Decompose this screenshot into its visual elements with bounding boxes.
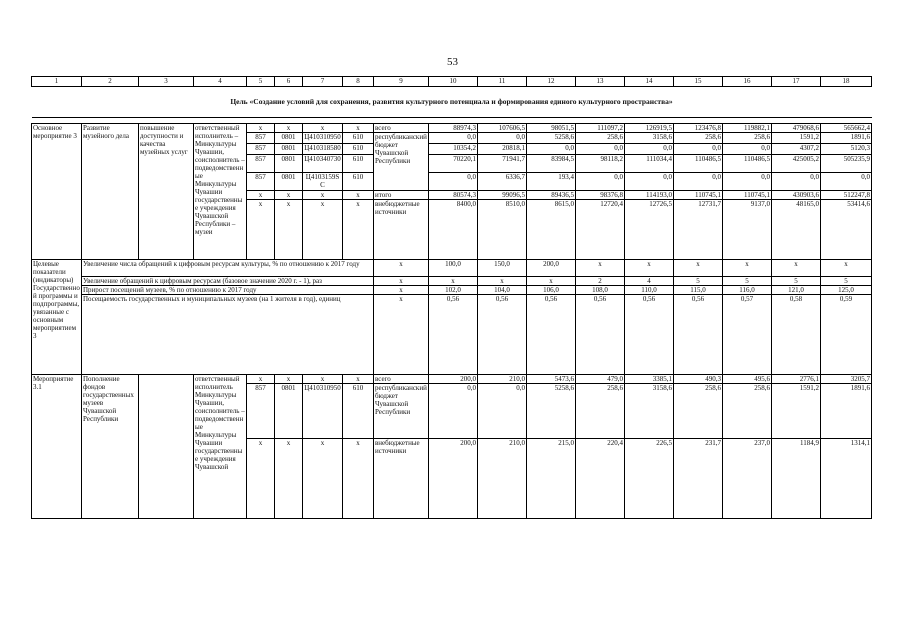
amount-cell: 110745,1 xyxy=(674,191,723,200)
goal-row xyxy=(32,87,872,118)
amount-cell: 126919,5 xyxy=(625,124,674,133)
amount-cell: 70220,1 xyxy=(429,155,478,173)
column-number-cell: 8 xyxy=(343,77,374,87)
amount-cell: 119882,1 xyxy=(723,124,772,133)
amount-cell: 8510,0 xyxy=(478,200,527,260)
indicator-value-cell: 200,0 xyxy=(527,260,576,277)
indicator-value-cell: 5 xyxy=(821,277,872,286)
target-article-cell: х xyxy=(303,200,343,260)
amount-cell: 258,6 xyxy=(674,384,723,439)
indicator-value-cell: 104,0 xyxy=(478,286,527,295)
amount-cell: 258,6 xyxy=(723,384,772,439)
program-table xyxy=(31,76,872,519)
amount-cell: 0,0 xyxy=(772,173,821,191)
amount-cell: 9137,0 xyxy=(723,200,772,260)
grbs-cell: х xyxy=(247,200,275,260)
amount-cell: 80574,3 xyxy=(429,191,478,200)
expense-type-cell: 610 xyxy=(343,144,374,155)
indicators-label-cell: Целевые показатели (индикаторы) Государственной программы и подпрограммы, увязанные с основным мероприятием 3 xyxy=(32,260,82,375)
amount-cell: 99096,5 xyxy=(478,191,527,200)
amount-cell: 0,0 xyxy=(576,173,625,191)
amount-cell: 237,0 xyxy=(723,439,772,519)
section-cell: 0801 xyxy=(275,144,303,155)
target-article-cell: Ц4103159SC xyxy=(303,173,343,191)
amount-cell: 210,0 xyxy=(478,375,527,384)
amount-cell: 0,0 xyxy=(723,173,772,191)
indicator-row xyxy=(32,295,872,375)
indicator-value-cell: 115,0 xyxy=(674,286,723,295)
indicator-value-cell: 5 xyxy=(723,277,772,286)
amount-cell: 1314,1 xyxy=(821,439,872,519)
amount-cell: 12731,7 xyxy=(674,200,723,260)
indicator-x-cell: х xyxy=(374,260,429,277)
section-cell: х xyxy=(275,200,303,260)
amount-cell: 10354,2 xyxy=(429,144,478,155)
amount-cell: 1591,2 xyxy=(772,133,821,144)
indicator-name-cell: Увеличение числа обращений к цифровым ресурсам культуры, % по отношению к 2017 году xyxy=(82,260,374,277)
amount-cell: 200,0 xyxy=(429,439,478,519)
section-cell: 0801 xyxy=(275,133,303,144)
amount-cell: 0,0 xyxy=(576,144,625,155)
amount-cell: 0,0 xyxy=(674,144,723,155)
grbs-cell: 857 xyxy=(247,133,275,144)
column-number-cell: 13 xyxy=(576,77,625,87)
column-number-cell: 14 xyxy=(625,77,674,87)
indicator-value-cell: 0,59 xyxy=(821,295,872,375)
expense-type-cell: х xyxy=(343,191,374,200)
indicator-value-cell: 110,0 xyxy=(625,286,674,295)
amount-cell: 111097,2 xyxy=(576,124,625,133)
amount-cell: 107606,5 xyxy=(478,124,527,133)
executor-cell: ответственный исполнитель Минкультуры Чувашии, соисполнитель – подведомственные Минкультуры Чувашии государственные учреждения Чувашской xyxy=(194,375,247,519)
indicator-value-cell: х xyxy=(478,277,527,286)
column-number-cell: 16 xyxy=(723,77,772,87)
amount-cell: 0,0 xyxy=(478,133,527,144)
funding-source-cell: всего xyxy=(374,375,429,384)
amount-cell: 490,3 xyxy=(674,375,723,384)
column-number-cell: 5 xyxy=(247,77,275,87)
amount-cell: 258,6 xyxy=(576,384,625,439)
indicator-value-cell: 0,56 xyxy=(625,295,674,375)
column-number-cell: 10 xyxy=(429,77,478,87)
amount-cell: 0,0 xyxy=(429,133,478,144)
expense-type-cell: х xyxy=(343,439,374,519)
amount-cell: 2776,1 xyxy=(772,375,821,384)
grbs-cell: х xyxy=(247,375,275,384)
table-body xyxy=(32,77,872,519)
indicator-row xyxy=(32,260,872,277)
indicator-value-cell: х xyxy=(527,277,576,286)
amount-cell: 8615,0 xyxy=(527,200,576,260)
amount-cell: 0,0 xyxy=(723,144,772,155)
amount-cell: 220,4 xyxy=(576,439,625,519)
expense-type-cell: 610 xyxy=(343,133,374,144)
amount-cell: 226,5 xyxy=(625,439,674,519)
amount-cell: 110745,1 xyxy=(723,191,772,200)
column-number-cell: 18 xyxy=(821,77,872,87)
column-number-cell: 9 xyxy=(374,77,429,87)
amount-cell: 110486,5 xyxy=(674,155,723,173)
amount-cell: 0,0 xyxy=(674,173,723,191)
indicator-value-cell: 121,0 xyxy=(772,286,821,295)
indicator-value-cell: х xyxy=(625,260,674,277)
amount-cell: 89436,5 xyxy=(527,191,576,200)
grbs-cell: 857 xyxy=(247,384,275,439)
indicator-value-cell: х xyxy=(429,277,478,286)
amount-cell: 565662,4 xyxy=(821,124,872,133)
amount-cell: 210,0 xyxy=(478,439,527,519)
amount-cell: 5120,3 xyxy=(821,144,872,155)
indicator-value-cell: 2 xyxy=(576,277,625,286)
expense-type-cell: х xyxy=(343,200,374,260)
indicator-value-cell: 150,0 xyxy=(478,260,527,277)
indicator-name-cell: Прирост посещений музеев, % по отношению к 2017 году xyxy=(82,286,374,295)
indicator-value-cell: 0,57 xyxy=(723,295,772,375)
event-goal-cell xyxy=(139,375,194,519)
goal-title: Цель «Создание условий для сохранения, развития культурного потенциала и формирования единого культурного пространства» xyxy=(32,87,872,118)
column-number-cell: 11 xyxy=(478,77,527,87)
amount-cell: 12726,5 xyxy=(625,200,674,260)
event-name-cell: Пополнение фондов государственных музеев Чувашской Республики xyxy=(82,375,139,519)
program-table-sheet xyxy=(31,76,871,519)
amount-cell: 0,0 xyxy=(527,144,576,155)
indicator-row xyxy=(32,277,872,286)
grbs-cell: 857 xyxy=(247,173,275,191)
column-number-cell: 4 xyxy=(194,77,247,87)
target-article-cell: х xyxy=(303,191,343,200)
amount-cell: 512247,8 xyxy=(821,191,872,200)
event-number-cell: Мероприятие 3.1 xyxy=(32,375,82,519)
grbs-cell: 857 xyxy=(247,155,275,173)
section-cell: 0801 xyxy=(275,173,303,191)
indicator-value-cell: 5 xyxy=(674,277,723,286)
amount-cell: 110486,5 xyxy=(723,155,772,173)
indicator-value-cell: 116,0 xyxy=(723,286,772,295)
amount-cell: 0,0 xyxy=(625,173,674,191)
target-article-cell: Ц410318580 xyxy=(303,144,343,155)
column-number-cell: 1 xyxy=(32,77,82,87)
amount-cell: 20818,1 xyxy=(478,144,527,155)
amount-cell: 3158,6 xyxy=(625,384,674,439)
indicator-value-cell: 0,56 xyxy=(576,295,625,375)
amount-cell: 8400,0 xyxy=(429,200,478,260)
funding-source-cell: внебюджетные источники xyxy=(374,439,429,519)
indicator-value-cell: 125,0 xyxy=(821,286,872,295)
amount-cell: 0,0 xyxy=(625,144,674,155)
amount-cell: 88974,3 xyxy=(429,124,478,133)
indicator-x-cell: х xyxy=(374,286,429,295)
section-cell: 0801 xyxy=(275,384,303,439)
amount-cell: 111034,4 xyxy=(625,155,674,173)
indicator-value-cell: 0,56 xyxy=(527,295,576,375)
target-article-cell: х xyxy=(303,439,343,519)
amount-cell: 1184,9 xyxy=(772,439,821,519)
target-article-cell: Ц410310950 xyxy=(303,384,343,439)
budget-row xyxy=(32,124,872,133)
amount-cell: 98051,5 xyxy=(527,124,576,133)
amount-cell: 231,7 xyxy=(674,439,723,519)
amount-cell: 258,6 xyxy=(723,133,772,144)
amount-cell: 3385,1 xyxy=(625,375,674,384)
amount-cell: 48165,0 xyxy=(772,200,821,260)
grbs-cell: х xyxy=(247,439,275,519)
indicator-value-cell: 102,0 xyxy=(429,286,478,295)
indicator-row xyxy=(32,286,872,295)
amount-cell: 193,4 xyxy=(527,173,576,191)
grbs-cell: х xyxy=(247,191,275,200)
target-article-cell: х xyxy=(303,124,343,133)
amount-cell: 1591,2 xyxy=(772,384,821,439)
indicator-value-cell: х xyxy=(772,260,821,277)
amount-cell: 12720,4 xyxy=(576,200,625,260)
executor-cell: ответственный исполнитель – Минкультуры Чувашии, соисполнитель – подведомственные Минкультуры Чувашии государственные учреждения Чувашской Республики – музеи xyxy=(194,124,247,260)
amount-cell: 430903,6 xyxy=(772,191,821,200)
column-number-cell: 2 xyxy=(82,77,139,87)
amount-cell: 1891,6 xyxy=(821,133,872,144)
section-cell: х xyxy=(275,124,303,133)
amount-cell: 98376,8 xyxy=(576,191,625,200)
target-article-cell: Ц410310950 xyxy=(303,133,343,144)
funding-source-cell: республиканский бюджет Чувашской Республики xyxy=(374,384,429,439)
expense-type-cell: 610 xyxy=(343,173,374,191)
amount-cell: 3158,6 xyxy=(625,133,674,144)
column-number-cell: 6 xyxy=(275,77,303,87)
amount-cell: 0,0 xyxy=(429,384,478,439)
indicator-value-cell: 0,56 xyxy=(478,295,527,375)
indicator-value-cell: 100,0 xyxy=(429,260,478,277)
amount-cell: 479068,6 xyxy=(772,124,821,133)
page-number: 53 xyxy=(447,56,458,68)
event-goal-cell: повышение доступности и качества музейных услуг xyxy=(139,124,194,260)
section-cell: 0801 xyxy=(275,155,303,173)
section-cell: х xyxy=(275,439,303,519)
indicator-value-cell: х xyxy=(821,260,872,277)
amount-cell: 0,0 xyxy=(821,173,872,191)
amount-cell: 258,6 xyxy=(576,133,625,144)
funding-source-cell: итого xyxy=(374,191,429,200)
amount-cell: 5258,6 xyxy=(527,133,576,144)
budget-row xyxy=(32,375,872,384)
amount-cell: 4307,2 xyxy=(772,144,821,155)
amount-cell: 495,6 xyxy=(723,375,772,384)
amount-cell: 83984,5 xyxy=(527,155,576,173)
amount-cell: 3205,7 xyxy=(821,375,872,384)
column-number-row xyxy=(32,77,872,87)
column-number-cell: 3 xyxy=(139,77,194,87)
indicator-value-cell: х xyxy=(674,260,723,277)
amount-cell: 5258,6 xyxy=(527,384,576,439)
indicator-value-cell: х xyxy=(723,260,772,277)
target-article-cell: Ц410340730 xyxy=(303,155,343,173)
amount-cell: 98118,2 xyxy=(576,155,625,173)
expense-type-cell: х xyxy=(343,375,374,384)
indicator-value-cell: 5 xyxy=(772,277,821,286)
indicator-value-cell: х xyxy=(576,260,625,277)
funding-source-cell: внебюджетные источники xyxy=(374,200,429,260)
column-number-cell: 7 xyxy=(303,77,343,87)
section-cell: х xyxy=(275,375,303,384)
amount-cell: 200,0 xyxy=(429,375,478,384)
funding-source-cell: всего xyxy=(374,124,429,133)
event-number-cell: Основное мероприятие 3 xyxy=(32,124,82,260)
amount-cell: 258,6 xyxy=(674,133,723,144)
indicator-value-cell: 0,58 xyxy=(772,295,821,375)
amount-cell: 1891,6 xyxy=(821,384,872,439)
column-number-cell: 15 xyxy=(674,77,723,87)
expense-type-cell: 610 xyxy=(343,155,374,173)
amount-cell: 0,0 xyxy=(429,173,478,191)
funding-source-cell: республиканский бюджет Чувашской Республики xyxy=(374,133,429,191)
indicator-value-cell: 106,0 xyxy=(527,286,576,295)
amount-cell: 114193,0 xyxy=(625,191,674,200)
event-name-cell: Развитие музейного дела xyxy=(82,124,139,260)
grbs-cell: 857 xyxy=(247,144,275,155)
expense-type-cell: 610 xyxy=(343,384,374,439)
section-cell: х xyxy=(275,191,303,200)
amount-cell: 425005,2 xyxy=(772,155,821,173)
amount-cell: 0,0 xyxy=(478,384,527,439)
amount-cell: 479,0 xyxy=(576,375,625,384)
indicator-name-cell: Посещаемость государственных и муниципальных музеев (на 1 жителя в год), единиц xyxy=(82,295,374,375)
indicator-value-cell: 108,0 xyxy=(576,286,625,295)
amount-cell: 123476,8 xyxy=(674,124,723,133)
indicator-name-cell: Увеличение обращений к цифровым ресурсам (базовое значение 2020 г. - 1), раз xyxy=(82,277,374,286)
indicator-value-cell: 0,56 xyxy=(429,295,478,375)
column-number-cell: 12 xyxy=(527,77,576,87)
indicator-value-cell: 4 xyxy=(625,277,674,286)
amount-cell: 5473,6 xyxy=(527,375,576,384)
indicator-x-cell: х xyxy=(374,277,429,286)
amount-cell: 71941,7 xyxy=(478,155,527,173)
amount-cell: 53414,6 xyxy=(821,200,872,260)
expense-type-cell: х xyxy=(343,124,374,133)
grbs-cell: х xyxy=(247,124,275,133)
indicator-value-cell: 0,56 xyxy=(674,295,723,375)
target-article-cell: х xyxy=(303,375,343,384)
indicator-x-cell: х xyxy=(374,295,429,375)
amount-cell: 6336,7 xyxy=(478,173,527,191)
amount-cell: 215,0 xyxy=(527,439,576,519)
amount-cell: 505235,9 xyxy=(821,155,872,173)
column-number-cell: 17 xyxy=(772,77,821,87)
